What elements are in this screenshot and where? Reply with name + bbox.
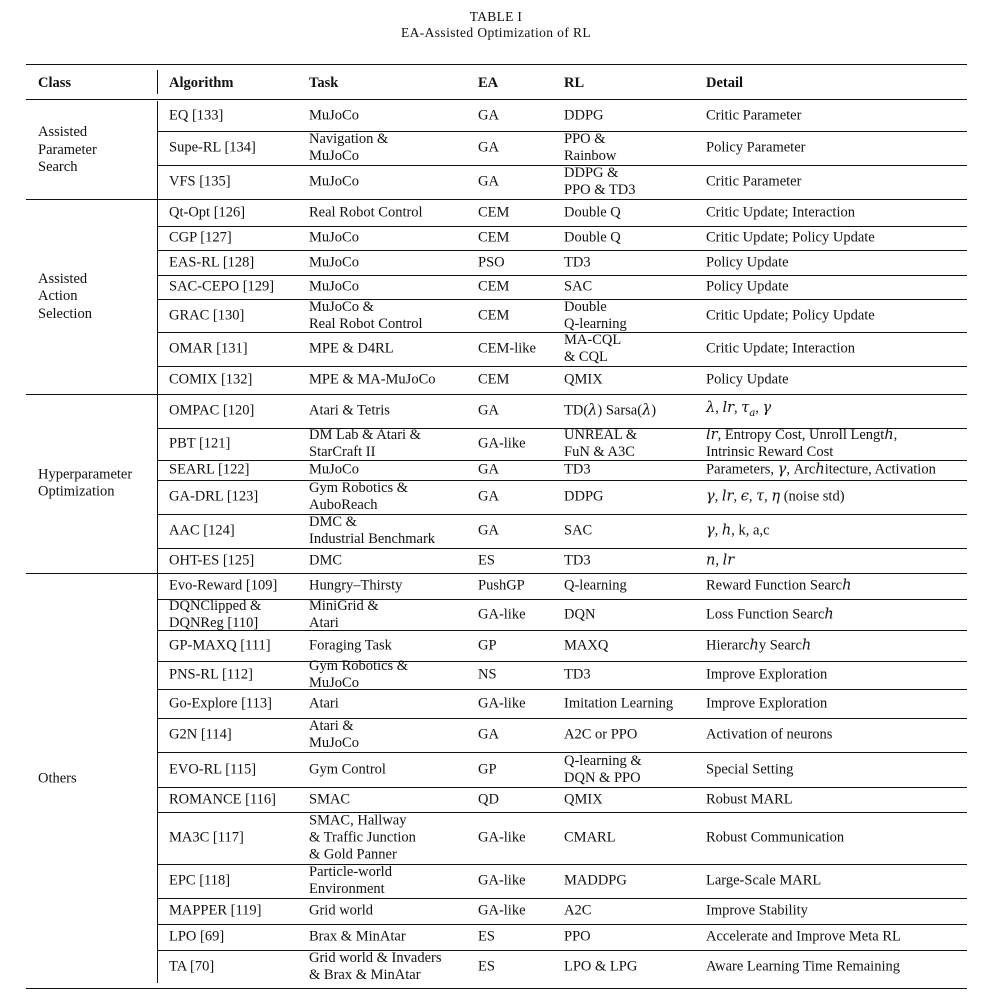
- cell-detail: γ, h, k, a,c: [706, 522, 770, 539]
- cell-ea: CEM: [478, 278, 510, 295]
- row-separator: [158, 752, 967, 753]
- cell-ea: CEM: [478, 229, 510, 246]
- cell-task: MPE & MA-MuJoCo: [309, 371, 436, 388]
- cell-ea: GA: [478, 139, 499, 156]
- cell-rl: Double Q-learning: [564, 298, 627, 332]
- cell-detail: Critic Parameter: [706, 107, 802, 124]
- cell-task: DMC: [309, 552, 343, 568]
- cell-rl: PPO & Rainbow: [564, 131, 617, 164]
- cell-rl: QMIX: [564, 791, 603, 807]
- row-separator: [158, 812, 967, 813]
- header-rule: [26, 99, 967, 100]
- cell-rl: SAC: [564, 278, 593, 295]
- cell-algorithm: GA-DRL [123]: [169, 488, 259, 505]
- table-number: TABLE I: [469, 9, 523, 24]
- cell-rl: PPO: [564, 928, 591, 945]
- cell-task: Foraging Task: [309, 637, 392, 653]
- cell-detail: Reward Function Search: [706, 577, 852, 594]
- cell-task: SMAC: [309, 791, 351, 807]
- cell-task: Grid world & Invaders & Brax & MinAtar: [309, 950, 442, 983]
- cell-ea: GA: [478, 107, 499, 124]
- cell-rl: QMIX: [564, 371, 603, 388]
- column-divider: [157, 101, 158, 983]
- cell-ea: QD: [478, 791, 499, 807]
- row-separator: [158, 787, 967, 788]
- cell-detail: Parameters, γ, Architecture, Activation: [706, 461, 936, 478]
- cell-rl: MADDPG: [564, 872, 627, 889]
- cell-algorithm: OMPAC [120]: [169, 402, 255, 419]
- header-rl: RL: [564, 75, 585, 91]
- cell-detail: Policy Update: [706, 254, 789, 270]
- class-label: Hyperparameter Optimization: [38, 466, 133, 500]
- row-separator: [158, 630, 967, 631]
- cell-ea: GA: [478, 173, 499, 190]
- cell-rl: DDPG: [564, 488, 604, 505]
- cell-algorithm: DQNClipped & DQNReg [110]: [169, 597, 262, 631]
- cell-detail: Robust Communication: [706, 829, 845, 846]
- row-separator: [158, 864, 967, 865]
- row-separator: [158, 366, 967, 367]
- cell-algorithm: PNS-RL [112]: [169, 666, 253, 683]
- row-separator: [158, 898, 967, 899]
- cell-task: DMC & Industrial Benchmark: [309, 514, 436, 547]
- cell-rl: Q-learning & DQN & PPO: [564, 752, 642, 786]
- header-column-divider: [157, 70, 158, 94]
- cell-detail: Large-Scale MARL: [706, 872, 822, 889]
- cell-algorithm: OMAR [131]: [169, 340, 248, 357]
- cell-rl: SAC: [564, 522, 593, 539]
- cell-detail: Policy Update: [706, 278, 789, 295]
- cell-rl: TD3: [564, 552, 591, 568]
- row-separator: [158, 924, 967, 925]
- cell-detail: Policy Parameter: [706, 139, 806, 156]
- row-separator: [158, 950, 967, 951]
- cell-rl: TD3: [564, 461, 591, 478]
- row-separator: [158, 165, 967, 166]
- cell-ea: ES: [478, 552, 495, 568]
- cell-algorithm: CGP [127]: [169, 229, 232, 246]
- cell-rl: DQN: [564, 606, 596, 622]
- cell-algorithm: GP-MAXQ [111]: [169, 637, 271, 653]
- cell-algorithm: TA [70]: [169, 958, 215, 975]
- cell-task: Gym Robotics & AuboReach: [309, 480, 409, 513]
- cell-algorithm: EPC [118]: [169, 872, 231, 889]
- cell-algorithm: Supe-RL [134]: [169, 139, 256, 156]
- cell-detail: n, lr: [706, 552, 735, 568]
- cell-task: MiniGrid & Atari: [309, 597, 379, 631]
- cell-detail: Accelerate and Improve Meta RL: [706, 928, 901, 945]
- row-separator: [158, 514, 967, 515]
- cell-detail: Aware Learning Time Remaining: [706, 958, 900, 975]
- group-separator: [26, 394, 967, 395]
- row-separator: [158, 131, 967, 132]
- class-label: Assisted Parameter Search: [38, 123, 97, 175]
- cell-task: Gym Control: [309, 761, 386, 777]
- cell-task: DM Lab & Atari & StarCraft II: [309, 427, 421, 460]
- cell-ea: ES: [478, 928, 495, 945]
- cell-ea: CEM: [478, 307, 510, 323]
- row-separator: [158, 599, 967, 600]
- cell-algorithm: VFS [135]: [169, 173, 231, 190]
- cell-detail: Critic Update; Interaction: [706, 340, 855, 357]
- cell-ea: GA: [478, 726, 499, 743]
- cell-detail: Improve Exploration: [706, 666, 828, 683]
- cell-task: MuJoCo: [309, 278, 359, 295]
- header-task: Task: [309, 75, 339, 91]
- cell-detail: Hierarchy Search: [706, 637, 812, 653]
- group-separator: [26, 199, 967, 200]
- cell-rl: DDPG & PPO & TD3: [564, 165, 636, 198]
- cell-ea: GA: [478, 402, 499, 419]
- cell-ea: GA-like: [478, 902, 526, 919]
- row-separator: [158, 226, 967, 227]
- row-separator: [158, 275, 967, 276]
- class-label: Others: [38, 769, 77, 786]
- cell-rl: MAXQ: [564, 637, 609, 653]
- cell-task: MuJoCo: [309, 461, 359, 478]
- cell-task: Gym Robotics & MuJoCo: [309, 658, 409, 691]
- group-separator: [26, 573, 967, 574]
- cell-detail: Robust MARL: [706, 791, 793, 807]
- cell-ea: NS: [478, 666, 497, 683]
- cell-rl: TD3: [564, 254, 591, 270]
- cell-ea: GA: [478, 522, 499, 539]
- cell-task: MuJoCo: [309, 107, 359, 124]
- cell-rl: Q-learning: [564, 577, 627, 594]
- row-separator: [158, 299, 967, 300]
- cell-task: Atari: [309, 695, 339, 711]
- cell-task: MuJoCo: [309, 229, 359, 246]
- cell-detail: Policy Update: [706, 371, 789, 388]
- cell-algorithm: ROMANCE [116]: [169, 791, 277, 807]
- cell-algorithm: EAS-RL [128]: [169, 254, 255, 270]
- cell-task: Navigation & MuJoCo: [309, 131, 389, 164]
- cell-rl: TD3: [564, 666, 591, 683]
- cell-rl: Double Q: [564, 204, 621, 220]
- cell-algorithm: Evo-Reward [109]: [169, 577, 278, 594]
- cell-detail: Activation of neurons: [706, 726, 833, 743]
- cell-task: Grid world: [309, 902, 374, 919]
- cell-algorithm: GRAC [130]: [169, 307, 245, 323]
- cell-ea: PushGP: [478, 577, 525, 594]
- cell-rl: A2C: [564, 902, 592, 919]
- bottom-rule: [26, 988, 967, 989]
- cell-rl: TD(λ) Sarsa(λ): [564, 402, 657, 419]
- cell-rl: A2C or PPO: [564, 726, 638, 743]
- header-detail: Detail: [706, 75, 744, 91]
- cell-algorithm: MA3C [117]: [169, 829, 244, 846]
- cell-algorithm: COMIX [132]: [169, 371, 253, 388]
- cell-detail: Loss Function Search: [706, 606, 834, 622]
- cell-algorithm: AAC [124]: [169, 522, 235, 539]
- cell-ea: GA-like: [478, 829, 526, 846]
- class-label: Assisted Action Selection: [38, 270, 92, 322]
- cell-rl: Imitation Learning: [564, 695, 674, 711]
- cell-ea: GA-like: [478, 435, 526, 452]
- cell-ea: PSO: [478, 254, 505, 270]
- cell-task: MuJoCo & Real Robot Control: [309, 298, 423, 332]
- cell-rl: CMARL: [564, 829, 616, 846]
- row-separator: [158, 480, 967, 481]
- cell-algorithm: SEARL [122]: [169, 461, 250, 478]
- row-separator: [158, 548, 967, 549]
- header-class: Class: [38, 75, 72, 91]
- cell-task: SMAC, Hallway & Traffic Junction & Gold Panner: [309, 812, 416, 863]
- header-ea: EA: [478, 75, 499, 91]
- cell-ea: GA-like: [478, 695, 526, 711]
- cell-algorithm: SAC-CEPO [129]: [169, 278, 275, 295]
- row-separator: [158, 718, 967, 719]
- cell-rl: DDPG: [564, 107, 604, 124]
- top-rule: [26, 64, 967, 65]
- cell-algorithm: Go-Explore [113]: [169, 695, 272, 711]
- cell-ea: CEM: [478, 371, 510, 388]
- cell-task: MuJoCo: [309, 173, 359, 190]
- cell-task: Atari & Tetris: [309, 402, 390, 419]
- row-separator: [158, 661, 967, 662]
- cell-task: Atari & MuJoCo: [309, 718, 359, 751]
- cell-algorithm: LPO [69]: [169, 928, 225, 945]
- cell-detail: γ, lr, ϵ, τ, η (noise std): [706, 488, 845, 505]
- cell-ea: GA: [478, 488, 499, 505]
- cell-algorithm: Qt-Opt [126]: [169, 204, 246, 220]
- cell-task: MPE & D4RL: [309, 340, 394, 357]
- cell-ea: GA: [478, 461, 499, 478]
- cell-detail: Critic Update; Interaction: [706, 204, 855, 220]
- cell-detail: Special Setting: [706, 761, 794, 777]
- cell-algorithm: MAPPER [119]: [169, 902, 262, 919]
- table-caption: EA-Assisted Optimization of RL: [400, 25, 592, 40]
- cell-ea: CEM-like: [478, 340, 536, 357]
- cell-rl: LPO & LPG: [564, 958, 638, 975]
- row-separator: [158, 250, 967, 251]
- cell-ea: CEM: [478, 204, 510, 220]
- cell-task: MuJoCo: [309, 254, 359, 270]
- cell-algorithm: OHT-ES [125]: [169, 552, 255, 568]
- cell-detail: λ, lr, $\tau_a$, γ: [706, 400, 772, 419]
- cell-ea: GP: [478, 761, 497, 777]
- cell-detail: Critic Update; Policy Update: [706, 229, 875, 246]
- cell-detail: Critic Update; Policy Update: [706, 307, 875, 323]
- cell-task: Real Robot Control: [309, 204, 423, 220]
- cell-ea: ES: [478, 958, 495, 975]
- cell-task: Particle-world Environment: [309, 864, 392, 897]
- cell-ea: GA-like: [478, 606, 526, 622]
- row-separator: [158, 689, 967, 690]
- cell-task: Brax & MinAtar: [309, 928, 406, 945]
- cell-algorithm: PBT [121]: [169, 435, 231, 452]
- cell-rl: Double Q: [564, 229, 621, 246]
- cell-algorithm: EVO-RL [115]: [169, 761, 257, 777]
- cell-detail: Critic Parameter: [706, 173, 802, 190]
- cell-ea: GA-like: [478, 872, 526, 889]
- cell-detail: Improve Stability: [706, 902, 808, 919]
- row-separator: [158, 332, 967, 333]
- cell-rl: UNREAL & FuN & A3C: [564, 427, 638, 460]
- cell-detail: lr, Entropy Cost, Unroll Length, Intrinsic Reward Cost: [706, 427, 898, 460]
- cell-ea: GP: [478, 637, 497, 653]
- header-algorithm: Algorithm: [169, 75, 234, 91]
- cell-detail: Improve Exploration: [706, 695, 828, 711]
- cell-algorithm: EQ [133]: [169, 107, 224, 124]
- cell-task: Hungry–Thirsty: [309, 577, 403, 594]
- cell-algorithm: G2N [114]: [169, 726, 232, 743]
- cell-rl: MA-CQL & CQL: [564, 332, 622, 365]
